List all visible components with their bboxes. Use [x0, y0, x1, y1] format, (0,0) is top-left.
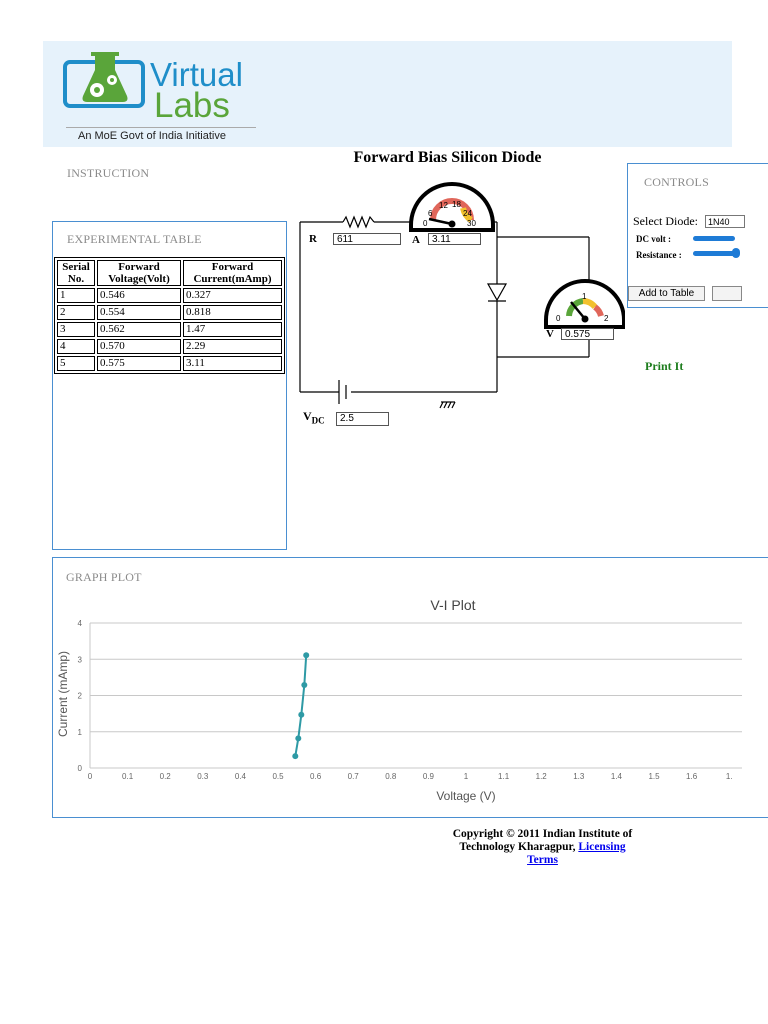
chart-x-tick-label: 0.5: [272, 772, 284, 781]
chart-y-tick-label: 2: [77, 691, 82, 701]
ammeter-tick: 12: [439, 201, 448, 210]
chart-x-tick-label: 1.: [725, 772, 733, 781]
ammeter-tick: 30: [467, 219, 476, 228]
copyright-line: [420, 841, 665, 854]
chart-x-tick-label: 1.5: [648, 772, 660, 781]
copyright-footer: [420, 828, 665, 867]
logo-labs-text: Labs: [154, 86, 230, 125]
table-cell: 2.29: [183, 339, 282, 354]
table-cell: 0.562: [97, 322, 181, 337]
voltmeter-label: V: [546, 328, 554, 340]
chart-y-tick-label: 1: [77, 727, 82, 737]
table-cell: 2: [57, 305, 95, 320]
dc-volt-slider[interactable]: [693, 236, 735, 241]
add-to-table-button[interactable]: Add to Table: [628, 286, 705, 301]
resistor-label: R: [309, 233, 317, 245]
licensing-link[interactable]: Licensing: [578, 841, 626, 853]
copyright-line: [420, 854, 665, 867]
resistance-value-field: 611: [333, 233, 401, 245]
chart-x-tick-label: 0.1: [122, 772, 134, 781]
chart-x-tick-label: 1.4: [610, 772, 622, 781]
page-title: Forward Bias Silicon Diode: [353, 149, 542, 166]
ammeter-tick: 6: [428, 209, 433, 218]
chart-x-tick-label: 0.2: [159, 772, 171, 781]
ammeter-value-field: 3.11: [428, 233, 481, 245]
table-cell: 3.11: [183, 356, 282, 371]
logo-divider: [66, 127, 256, 128]
resistance-label: Resistance :: [636, 250, 682, 260]
chart-x-tick-label: 1.1: [498, 772, 510, 781]
logo-tagline: An MoE Govt of India Initiative: [78, 130, 226, 142]
chart-data-point: [295, 735, 301, 741]
ammeter-tick: 24: [463, 209, 472, 218]
table-row: [57, 322, 282, 337]
table-header-row: [57, 260, 282, 286]
table-cell: 0.570: [97, 339, 181, 354]
voltmeter-tick: 2: [604, 314, 609, 323]
vdc-label-main: V: [303, 409, 312, 423]
table-cell: 0.818: [183, 305, 282, 320]
copyright-org: Technology Kharagpur,: [459, 841, 576, 853]
instruction-link[interactable]: INSTRUCTION: [67, 166, 150, 180]
table-cell: 0.554: [97, 305, 181, 320]
logo-virtual-text: Virtual: [150, 56, 243, 93]
select-diode-label: Select Diode:: [633, 214, 698, 228]
chart-x-tick-label: 1.3: [573, 772, 585, 781]
dc-volt-label: DC volt :: [636, 234, 671, 244]
circuit-diagram: [295, 180, 625, 440]
virtual-labs-logo-icon: [63, 52, 147, 112]
vi-plot-chart: [52, 590, 742, 810]
chart-x-tick-label: 0.3: [197, 772, 209, 781]
print-it-link[interactable]: Print It: [645, 359, 684, 373]
table-row: [57, 305, 282, 320]
chart-x-tick-label: 1.2: [535, 772, 547, 781]
vdc-label-sub: DC: [311, 415, 325, 426]
table-cell: 3: [57, 322, 95, 337]
chart-y-axis-label: Current (mAmp): [56, 650, 70, 738]
table-cell: 0.546: [97, 288, 181, 303]
chart-x-tick-label: 0: [87, 772, 93, 781]
table-cell: 0.327: [183, 288, 282, 303]
chart-y-tick-label: 0: [77, 764, 82, 773]
voltmeter-tick: 1: [582, 292, 587, 301]
resistor-symbol: [343, 217, 374, 227]
vdc-label: [303, 409, 325, 425]
resistance-slider-handle[interactable]: [732, 248, 740, 258]
chart-x-tick-label: 1.6: [686, 772, 698, 781]
table-cell: 5: [57, 356, 95, 371]
voltmeter-value-field: 0.575: [561, 328, 614, 340]
table-header-cell: Serial No.: [57, 260, 95, 286]
table-row: [57, 356, 282, 371]
terms-link[interactable]: Terms: [527, 854, 558, 866]
chart-x-tick-label: 0.7: [347, 772, 359, 781]
ammeter-tick: 0: [423, 219, 428, 228]
chart-y-tick-label: 4: [77, 619, 82, 628]
select-diode-dropdown[interactable]: 1N40: [705, 215, 745, 228]
table-cell: 0.575: [97, 356, 181, 371]
graph-plot-label: GRAPH PLOT: [66, 570, 142, 584]
chart-x-axis-label: Voltage (V): [436, 789, 496, 803]
voltmeter-tick: 0: [556, 314, 561, 323]
secondary-button[interactable]: [712, 286, 742, 301]
vdc-value-field: 2.5: [336, 412, 389, 426]
ammeter-tick: 18: [452, 200, 461, 209]
table-row: [57, 288, 282, 303]
copyright-line: Copyright © 2011 Indian Institute of: [452, 828, 633, 840]
chart-data-point: [303, 652, 309, 658]
chart-title: V-I Plot: [430, 597, 476, 613]
diode-symbol: [488, 284, 506, 300]
chart-data-point: [292, 753, 298, 759]
chart-y-tick-label: 3: [77, 655, 82, 665]
chart-x-tick-label: 0.8: [385, 772, 397, 781]
controls-panel: [627, 163, 768, 308]
chart-x-tick-label: 0.4: [234, 772, 246, 781]
table-row: [57, 339, 282, 354]
chart-x-tick-label: 1: [463, 772, 469, 781]
chart-x-tick-label: 0.6: [310, 772, 322, 781]
table-cell: 1: [57, 288, 95, 303]
table-cell: 1.47: [183, 322, 282, 337]
experimental-table-panel: [52, 221, 287, 550]
table-cell: 4: [57, 339, 95, 354]
chart-data-point: [301, 682, 307, 688]
chart-x-tick-label: 0.9: [422, 772, 434, 781]
ammeter-label: A: [412, 234, 420, 246]
table-header-cell: Forward Voltage(Volt): [97, 260, 181, 286]
table-header-cell: Forward Current(mAmp): [183, 260, 282, 286]
resistance-slider[interactable]: [693, 251, 735, 256]
controls-label: CONTROLS: [644, 175, 709, 189]
experimental-table-label: EXPERIMENTAL TABLE: [67, 232, 202, 246]
chart-data-point: [298, 712, 304, 718]
experimental-table: [54, 257, 285, 374]
